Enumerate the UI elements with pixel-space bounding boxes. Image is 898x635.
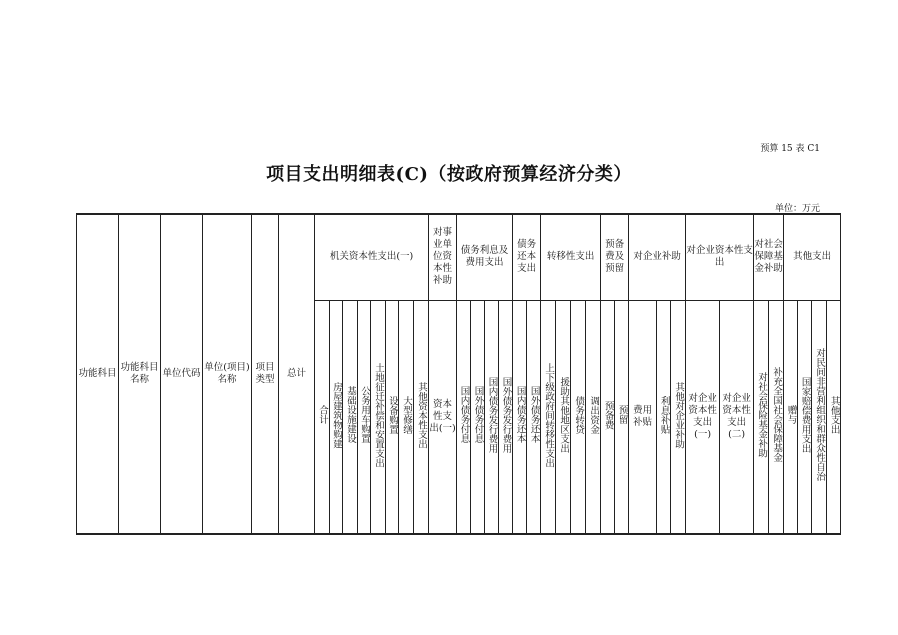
header-func-name: 功能科目名称	[119, 214, 161, 534]
subheader: 国内债务发行费用	[485, 300, 499, 534]
subheader: 国内债务还本	[513, 300, 527, 534]
header-total: 总计	[279, 214, 315, 534]
subheader: 上下级政府间转移性支出	[541, 300, 556, 534]
subheader: 国外债务付息	[471, 300, 485, 534]
subheader: 国家赔偿费用支出	[798, 300, 812, 534]
subheader: 援助其他地区支出	[556, 300, 571, 534]
subheader: 对企业资本性支出(二)	[720, 300, 754, 534]
subheader: 补充全国社会保障基金	[769, 300, 784, 534]
header-unit-code: 单位代码	[161, 214, 203, 534]
group-header: 转移性支出	[541, 214, 601, 300]
subheader: 设备购置	[386, 300, 399, 534]
subheader: 其他支出	[827, 300, 841, 534]
group-header: 债务利息及费用支出	[457, 214, 513, 300]
group-header: 对企业补助	[629, 214, 686, 300]
header-unit-name: 单位(项目)名称	[203, 214, 252, 534]
subheader: 国外债务发行费用	[499, 300, 513, 534]
subheader: 国外债务还本	[527, 300, 541, 534]
group-header: 对事业单位资本性补助	[429, 214, 457, 300]
group-header: 债务还本支出	[513, 214, 541, 300]
unit-label: 单位：万元	[774, 204, 820, 214]
group-header: 对社会保障基金补助	[754, 214, 784, 300]
group-header: 对企业资本性支出	[686, 214, 754, 300]
group-header: 其他支出	[784, 214, 841, 300]
subheader: 合计	[315, 300, 330, 534]
subheader: 调出资金	[586, 300, 601, 534]
subheader: 预备费	[601, 300, 615, 534]
form-code: 预算 15 表 C1	[760, 144, 820, 154]
subheader: 对企业资本性支出(一)	[686, 300, 720, 534]
page-title: 项目支出明细表(C)（按政府预算经济分类）	[266, 164, 632, 185]
subheader: 赠与	[784, 300, 798, 534]
subheader: 对社会保险基金补助	[754, 300, 769, 534]
header-func-code: 功能科目	[77, 214, 119, 534]
subheader: 费用补贴	[629, 300, 657, 534]
subheader: 大型修缮	[399, 300, 414, 534]
subheader: 其他资本性支出	[414, 300, 429, 534]
subheader: 对民间非营利组织和群众性自治	[812, 300, 827, 534]
subheader: 基础设施建设	[343, 300, 358, 534]
subheader: 其他对企业补助	[671, 300, 686, 534]
subheader: 债务转贷	[571, 300, 586, 534]
subheader: 预留	[615, 300, 629, 534]
group-header: 机关资本性支出(一)	[315, 214, 429, 300]
subheader: 土地征迁补偿和安置支出	[371, 300, 386, 534]
expenditure-table	[76, 213, 841, 535]
subheader: 房屋建筑物购建	[330, 300, 343, 534]
subheader: 资本性支出(一)	[429, 300, 457, 534]
subheader: 利息补贴	[657, 300, 671, 534]
header-project-type: 项目类型	[252, 214, 279, 534]
subheader: 公务用车购置	[358, 300, 371, 534]
group-header: 预备费及预留	[601, 214, 629, 300]
subheader: 国内债务付息	[457, 300, 471, 534]
